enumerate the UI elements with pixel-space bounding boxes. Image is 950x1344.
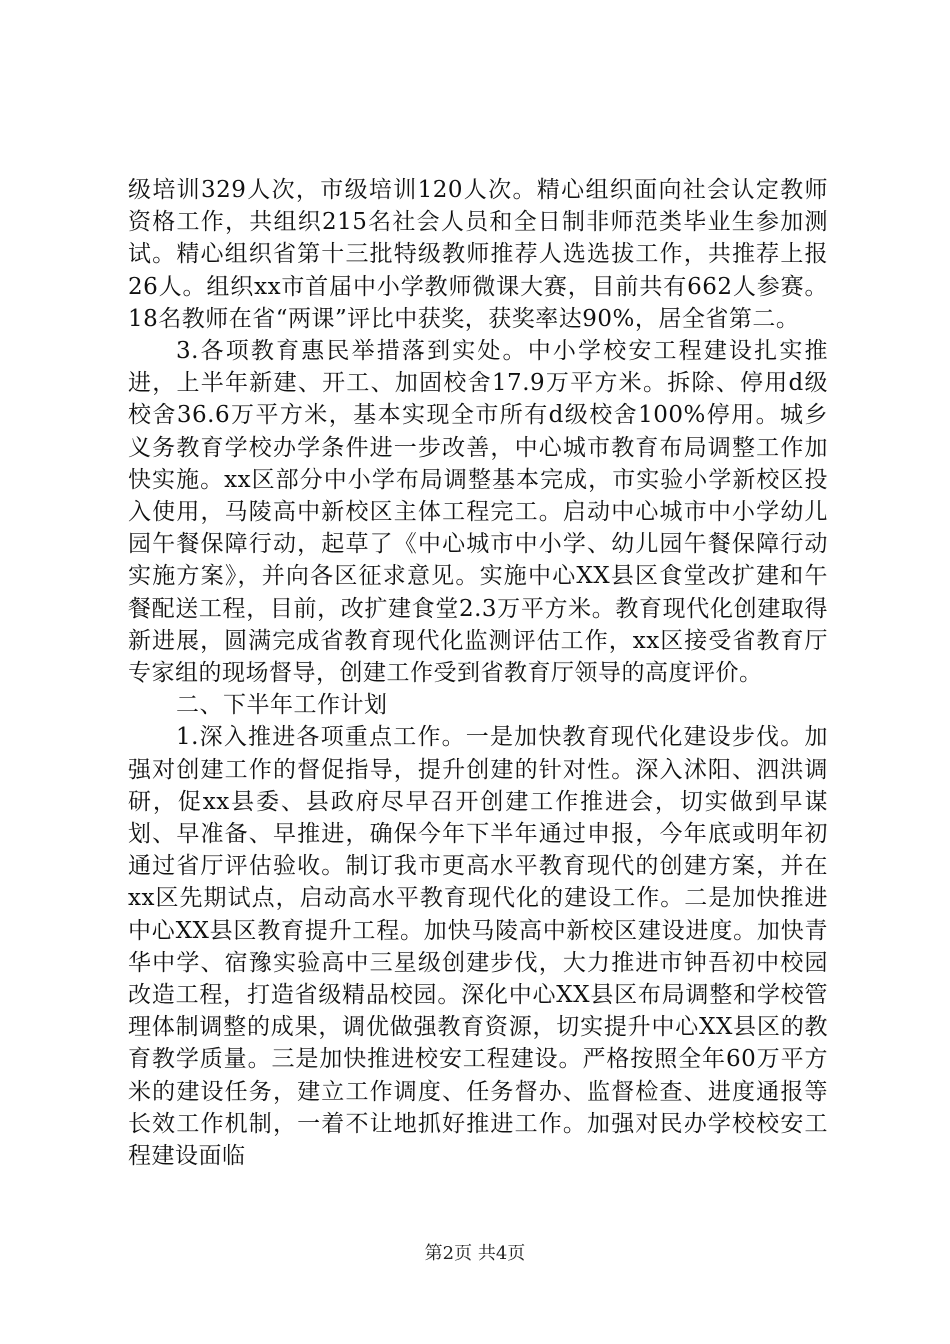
section-heading-second-half-plan: 二、下半年工作计划 xyxy=(176,692,388,719)
paragraph-continued: 级培训329人次，市级培训120人次。精心组织面向社会认定教师资格工作，共组织215名社会人员和全日制非师范类毕业生参加测试。精心组织省第十三批特级教师推荐人选选拔工作，共推荐上报26人。组织xx市首届中小学教师微课大赛，目前共有662人参赛。18名教师在省“两课”评比中获奖，获奖率达90%，居全省第二。 xyxy=(128,177,828,332)
document-body xyxy=(128,174,828,1172)
page-footer: 第2页 共4页 xyxy=(424,1243,526,1264)
paragraph-education-benefits: 3.各项教育惠民举措落到实处。中小学校安工程建设扎实推进，上半年新建、开工、加固校舍17.9万平方米。拆除、停用d级校舍36.6万平方米，基本实现全市所有d级校舍100%停用。城乡义务教育学校办学条件进一步改善，中心城市教育布局调整工作加快实施。xx区部分中小学布局调整基本完成，市实验小学新校区投入使用，马陵高中新校区主体工程完工。启动中心城市中小学幼儿园午餐保障行动，起草了《中心城市中小学、幼儿园午餐保障行动实施方案》，并向各区征求意见。实施中心XX县区食堂改扩建和午餐配送工程，目前，改扩建食堂2.3万平方米。教育现代化创建取得新进展，圆满完成省教育现代化监测评估工作，xx区接受省教育厅专家组的现场督导，创建工作受到省教育厅领导的高度评价。 xyxy=(128,338,828,687)
paragraph-key-work: 1.深入推进各项重点工作。一是加快教育现代化建设步伐。加强对创建工作的督促指导，提升创建的针对性。深入沭阳、泗洪调研，促xx县委、县政府尽早召开创建工作推进会，切实做到早谋划、早准备、早推进，确保今年下半年通过申报，今年底或明年初通过省厅评估验收。制订我市更高水平教育现代的创建方案，并在xx区先期试点，启动高水平教育现代化的建设工作。二是加快推进中心XX县区教育提升工程。加快马陵高中新校区建设进度。加快青华中学、宿豫实验高中三星级创建步伐，大力推进市钟吾初中校园改造工程，打造省级精品校园。深化中心XX县区布局调整和学校管理体制调整的成果，调优做强教育资源，切实提升中心XX县区的教育教学质量。三是加快推进校安工程建设。严格按照全年60万平方米的建设任务，建立工作调度、任务督办、监督检查、进度通报等长效工作机制，一着不让地抓好推进工作。加强对民办学校校安工程建设面临 xyxy=(128,724,828,1170)
